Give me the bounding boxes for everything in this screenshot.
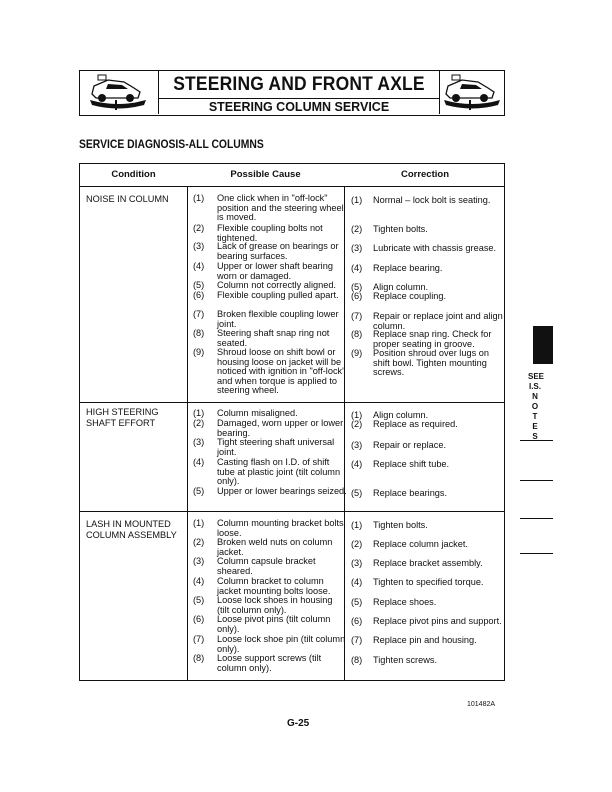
- notes-letter: E: [532, 422, 538, 431]
- car-lift-icon: [442, 74, 502, 112]
- possible-cause: Column capsule bracket sheared.: [217, 556, 316, 576]
- figure-id: 101482A: [467, 701, 496, 708]
- possible-cause: Loose pivot pins (tilt column only).: [217, 614, 331, 634]
- header-right-emblem: [439, 71, 504, 114]
- row-number: (3): [351, 558, 363, 568]
- row-number: (6): [351, 291, 363, 301]
- possible-cause: Column misaligned.: [217, 408, 298, 418]
- row-number: (2): [351, 419, 363, 429]
- row-number: (9): [351, 348, 363, 358]
- possible-cause: Steering shaft snap ring not seated.: [217, 328, 330, 348]
- row-number: (4): [193, 576, 205, 586]
- possible-cause: Upper or lower bearings seized.: [217, 486, 347, 496]
- notes-letter: S: [532, 432, 538, 441]
- notes-line: [520, 553, 553, 554]
- header-divider: [158, 98, 440, 99]
- row-number: (1): [193, 518, 205, 528]
- possible-cause: Casting flash on I.D. of shift tube at plastic joint (tilt column only).: [217, 457, 341, 487]
- row-number: (2): [193, 418, 205, 428]
- row-number: (5): [351, 282, 363, 292]
- row-number: (7): [193, 309, 205, 319]
- notes-letter: T: [532, 412, 538, 421]
- correction: Lubricate with chassis grease.: [373, 243, 497, 253]
- section-title: SERVICE DIAGNOSIS-ALL COLUMNS: [79, 139, 264, 151]
- row-number: (8): [193, 653, 205, 663]
- row-number: (1): [351, 195, 363, 205]
- group-divider: [80, 511, 504, 512]
- row-number: (6): [351, 616, 363, 626]
- row-number: (6): [193, 614, 205, 624]
- row-number: (4): [351, 263, 363, 273]
- row-number: (2): [193, 537, 205, 547]
- possible-cause: Damaged, worn upper or lower bearing.: [217, 418, 344, 438]
- possible-cause: Upper or lower shaft bearing worn or damaged.: [217, 261, 333, 281]
- row-number: (6): [193, 290, 205, 300]
- correction: Replace bracket assembly.: [373, 558, 483, 568]
- notes-line: [520, 480, 553, 481]
- row-number: (5): [193, 280, 205, 290]
- group-divider: [80, 402, 504, 403]
- correction: Replace pivot pins and support.: [373, 616, 502, 626]
- possible-cause: Flexible coupling pulled apart.: [217, 290, 339, 300]
- row-number: (7): [351, 311, 363, 321]
- row-number: (5): [351, 597, 363, 607]
- correction: Replace snap ring. Check for proper seating in groove.: [373, 329, 492, 349]
- condition-noise-in-column: NOISE IN COLUMN: [86, 194, 169, 204]
- possible-cause: One click when in "off-lock" position and the steering wheel is moved.: [217, 193, 344, 223]
- condition-high-steering-shaft-effort: HIGH STEERING SHAFT EFFORT: [86, 407, 159, 428]
- notes-line: [520, 440, 553, 441]
- header-possible-cause: Possible Cause: [230, 169, 301, 180]
- possible-cause: Tight steering shaft universal joint.: [217, 437, 335, 457]
- possible-cause: Column not correctly aligned.: [217, 280, 336, 290]
- possible-cause: Broken weld nuts on column jacket.: [217, 537, 333, 557]
- possible-cause: Loose lock shoe pin (tilt column only).: [217, 634, 346, 654]
- possible-cause: Lack of grease on bearings or bearing surfaces.: [217, 241, 339, 261]
- row-number: (5): [193, 486, 205, 496]
- see-label: SEE: [528, 372, 545, 381]
- correction: Tighten screws.: [373, 655, 437, 665]
- page-header: [79, 70, 505, 116]
- correction: Replace shift tube.: [373, 459, 450, 469]
- row-number: (1): [193, 408, 205, 418]
- header-condition: Condition: [111, 169, 156, 180]
- diagnosis-table: [79, 163, 505, 681]
- row-number: (3): [193, 556, 205, 566]
- possible-cause: Column bracket to column jacket mounting bolts loose.: [217, 576, 331, 596]
- notes-line: [520, 518, 553, 519]
- header-title: STEERING AND FRONT AXLE: [173, 74, 425, 95]
- row-number: (4): [193, 457, 205, 467]
- possible-cause: Loose lock shoes in housing (tilt column only).: [217, 595, 333, 615]
- possible-cause: Shroud loose on shift bowl or housing loose on jacket will be noticed with ignition in "off-lock" and when torque is applied to steering wheel.: [217, 347, 346, 396]
- row-number: (7): [351, 635, 363, 645]
- see-notes-label: [528, 372, 545, 442]
- section-tab-marker: [533, 326, 553, 364]
- row-number: (8): [351, 329, 363, 339]
- car-lift-icon: [88, 74, 148, 112]
- row-number: (2): [351, 224, 363, 234]
- row-number: (1): [351, 520, 363, 530]
- is-label: I.S.: [528, 382, 541, 391]
- row-number: (4): [351, 577, 363, 587]
- row-number: (5): [351, 488, 363, 498]
- correction: Align column.: [373, 410, 429, 420]
- correction: Replace column jacket.: [373, 539, 468, 549]
- page-number: G-25: [287, 718, 310, 729]
- possible-cause: Broken flexible coupling lower joint.: [217, 309, 339, 329]
- header-correction: Correction: [400, 169, 450, 180]
- row-number: (1): [193, 193, 205, 203]
- row-number: (1): [351, 410, 363, 420]
- possible-cause: Flexible coupling bolts not tightened.: [217, 223, 323, 243]
- row-number: (3): [193, 437, 205, 447]
- correction: Normal – lock bolt is seating.: [373, 195, 491, 205]
- row-number: (5): [193, 595, 205, 605]
- correction: Replace coupling.: [373, 291, 447, 301]
- correction: Tighten to specified torque.: [373, 577, 484, 587]
- possible-cause: Loose support screws (tilt column only).: [217, 653, 322, 673]
- correction: Repair or replace.: [373, 440, 447, 450]
- notes-letter: O: [531, 402, 539, 411]
- header-subtitle: STEERING COLUMN SERVICE: [208, 100, 390, 114]
- row-number: (7): [193, 634, 205, 644]
- condition-lash-in-mounted-column: LASH IN MOUNTED COLUMN ASSEMBLY: [86, 519, 177, 540]
- column-divider: [187, 186, 188, 680]
- row-number: (3): [351, 243, 363, 253]
- row-number: (4): [351, 459, 363, 469]
- correction: Tighten bolts.: [373, 224, 428, 234]
- correction: Replace as required.: [373, 419, 458, 429]
- header-rule: [80, 186, 504, 187]
- row-number: (3): [193, 241, 205, 251]
- correction: Align column.: [373, 282, 429, 292]
- correction: Tighten bolts.: [373, 520, 428, 530]
- correction: Replace bearings.: [373, 488, 448, 498]
- correction: Replace pin and housing.: [373, 635, 477, 645]
- row-number: (4): [193, 261, 205, 271]
- row-number: (8): [351, 655, 363, 665]
- possible-cause: Column mounting bracket bolts loose.: [217, 518, 344, 538]
- row-number: (9): [193, 347, 205, 357]
- correction: Replace shoes.: [373, 597, 437, 607]
- row-number: (8): [193, 328, 205, 338]
- header-left-emblem: [80, 71, 159, 114]
- correction: Repair or replace joint and align column.: [373, 311, 503, 331]
- correction: Position shroud over lugs on shift bowl. Tighten mounting screws.: [373, 348, 489, 378]
- notes-letter: N: [532, 392, 538, 401]
- row-number: (3): [351, 440, 363, 450]
- correction: Replace bearing.: [373, 263, 443, 273]
- row-number: (2): [193, 223, 205, 233]
- row-number: (2): [351, 539, 363, 549]
